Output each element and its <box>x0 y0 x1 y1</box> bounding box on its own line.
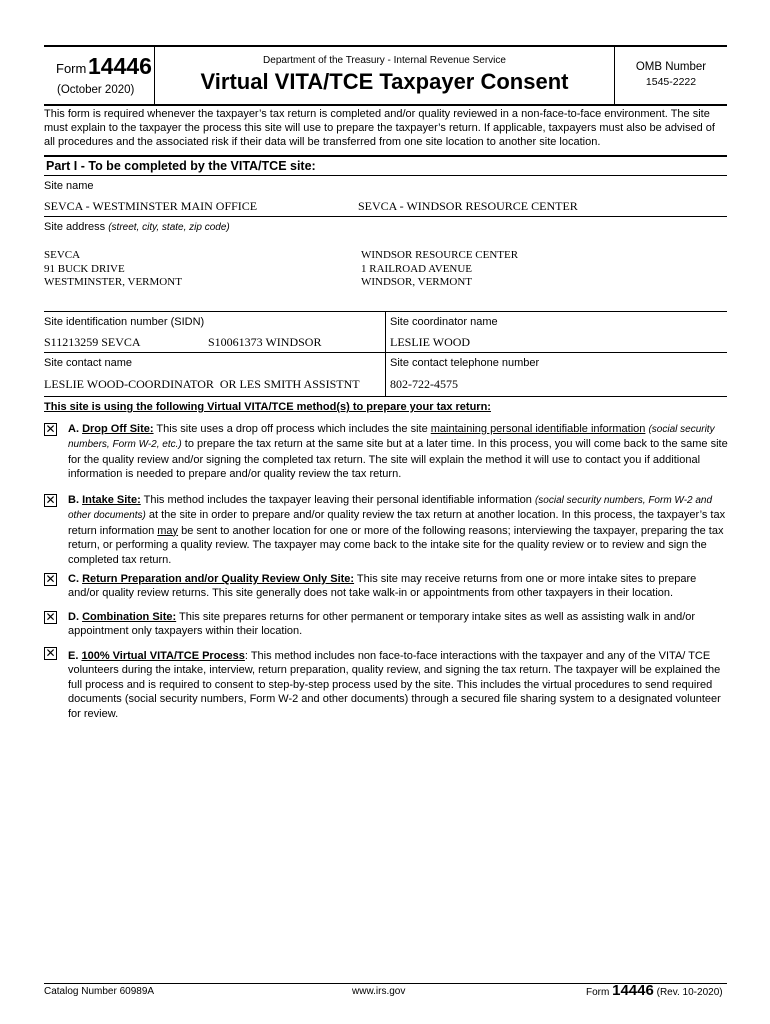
text-run: : This method includes non face-to-face interactions with the taxpayer and any of the VITA/ TCE volunteers during the intake, interview, return preparation, quality review, and signing the tax return. The taxpayer will be explained the full process and is required to consent to step-by-step process used by the site. This includes the virtual procedures to send required documents (social security numbers, Form W-2 and other documents) through a secured file sharing system to a designated volunteer for review. <box>68 650 721 720</box>
text-run: (social security numbers, Form W-2 and other documents) <box>68 495 713 522</box>
divider <box>44 396 727 397</box>
address-line: 91 BUCK DRIVE <box>44 262 125 275</box>
methods-heading: This site is using the following Virtual VITA/TCE method(s) to prepare your tax return: <box>44 401 491 413</box>
method-a-title: Drop Off Site: <box>82 423 154 435</box>
footer-form-word: Form <box>586 987 610 998</box>
omb-label: OMB Number <box>635 61 707 73</box>
method-d-text <box>68 610 728 639</box>
text-run: to prepare the tax return at the same site but at a later time. In this process, you will come back to the same site for the quality review and/or signing the completed tax return. The site will explain the method it will use to contact you if additional information is needed to prepare and/or quality review the tax return. <box>68 438 728 481</box>
footer-form-number: 14446 <box>612 982 654 999</box>
method-b-checkbox[interactable]: ✕ <box>45 493 56 507</box>
method-d-prefix: D. <box>68 611 79 623</box>
site-address-2[interactable] <box>361 249 518 290</box>
column-divider <box>385 311 386 396</box>
coordinator-name[interactable]: LESLIE WOOD <box>390 335 471 349</box>
method-a-prefix: A. <box>68 423 79 435</box>
coordinator-label: Site coordinator name <box>390 316 498 328</box>
method-e-prefix: E. <box>68 650 79 662</box>
method-c-checkbox[interactable]: ✕ <box>45 572 56 586</box>
omb-box <box>614 47 727 104</box>
method-d-title: Combination Site: <box>82 611 177 623</box>
sidn-2[interactable]: S10061373 WINDSOR <box>208 335 322 349</box>
phone-label: Site contact telephone number <box>390 357 540 369</box>
sidn-1[interactable]: S11213259 SEVCA <box>44 335 141 349</box>
site-address-label <box>44 221 230 233</box>
text-run: This method includes the taxpayer leaving their personal identifiable information <box>140 494 535 506</box>
site-name-label: Site name <box>44 180 94 192</box>
text-run: This site prepares returns for other permanent or temporary intake sites as well as assisting walk in and/or appointment only taxpayers within their location. <box>68 611 696 638</box>
method-d-checkbox[interactable]: ✕ <box>45 610 56 624</box>
site-address-hint: (street, city, state, zip code) <box>108 222 230 233</box>
contact-name[interactable]: LESLIE WOOD-COORDINATOR OR LES SMITH ASSISTNT <box>44 377 360 391</box>
method-b-title: Intake Site: <box>82 494 141 506</box>
text-run: at the site in order to prepare and/or quality review the tax return at another location. In this process, the taxpayer’s tax return information <box>68 509 726 537</box>
website: www.irs.gov <box>352 986 406 997</box>
contact-label: Site contact name <box>44 357 133 369</box>
method-b-prefix: B. <box>68 494 79 506</box>
text-run: This site may receive returns from one or more intake sites to prepare and/or quality review returns. This site generally does not take walk-in or appointments from other taxpayers in their location. <box>68 573 697 600</box>
site-name-2[interactable]: SEVCA - WINDSOR RESOURCE CENTER <box>358 199 578 213</box>
divider <box>44 352 727 353</box>
sidn-label: Site identification number (SIDN) <box>44 316 205 328</box>
text-run: maintaining personal identifiable information <box>430 423 646 435</box>
catalog-number: Catalog Number 60989A <box>44 986 155 997</box>
method-e-checkbox[interactable]: ✕ <box>45 646 56 660</box>
text-run: This site uses a drop off process which includes the site <box>153 423 431 435</box>
form-number: 14446 <box>88 53 152 79</box>
contact-phone[interactable]: 802-722-4575 <box>390 377 458 391</box>
form-date: (October 2020) <box>57 84 135 96</box>
form-id-box <box>44 47 155 104</box>
site-address-label-text: Site address <box>44 221 106 233</box>
part1-header <box>44 155 727 176</box>
form-word: Form <box>56 61 87 76</box>
omb-number: 1545-2222 <box>645 76 697 88</box>
text-run: may <box>157 524 179 537</box>
footer-revision: (Rev. 10-2020) <box>656 987 723 998</box>
method-c-text <box>68 572 728 601</box>
address-line: 1 RAILROAD AVENUE <box>361 262 473 275</box>
address-line: SEVCA <box>44 249 81 261</box>
address-line: WESTMINSTER, VERMONT <box>44 276 182 288</box>
footer-form-id <box>586 982 723 999</box>
department-name: Department of the Treasury - Internal Revenue Service <box>263 55 506 66</box>
address-line: WINDSOR, VERMONT <box>361 276 473 288</box>
divider <box>44 216 727 217</box>
method-c-prefix: C. <box>68 573 79 585</box>
method-a-text <box>68 422 728 482</box>
text-run: (social security numbers, Form W-2, etc.) <box>68 424 715 451</box>
part1-title: Part I - To be completed by the VITA/TCE site: <box>46 159 316 173</box>
intro-text: This form is required whenever the taxpayer’s tax return is completed and/or quality reviewed in a non-face-to-face environment. The site must explain to the taxpayer the process this site will use to prepare the taxpayer’s return. If applicable, taxpayers must also be advised of all procedures and the associated risk if their data will be transferred from one site location to another site location. <box>44 108 715 149</box>
address-line: WINDSOR RESOURCE CENTER <box>361 249 519 261</box>
method-e-title: 100% Virtual VITA/TCE Process <box>81 650 245 662</box>
method-b-text <box>68 493 728 567</box>
text-run: be sent to another location for one or more of the following reasons; interviewing the taxpayer, preparing the tax return, or performing a quality review. The taxpayer may come back to the intake site for the quality review or to review and sign the completed tax return. <box>68 524 724 566</box>
method-a-checkbox[interactable]: ✕ <box>45 422 56 436</box>
site-name-1[interactable]: SEVCA - WESTMINSTER MAIN OFFICE <box>44 199 258 213</box>
method-e-text <box>68 649 728 721</box>
form-title: Virtual VITA/TCE Taxpayer Consent <box>200 69 569 94</box>
method-c-title: Return Preparation and/or Quality Review Only Site: <box>82 573 355 585</box>
site-address-1[interactable] <box>44 249 182 290</box>
form-header <box>44 45 727 106</box>
